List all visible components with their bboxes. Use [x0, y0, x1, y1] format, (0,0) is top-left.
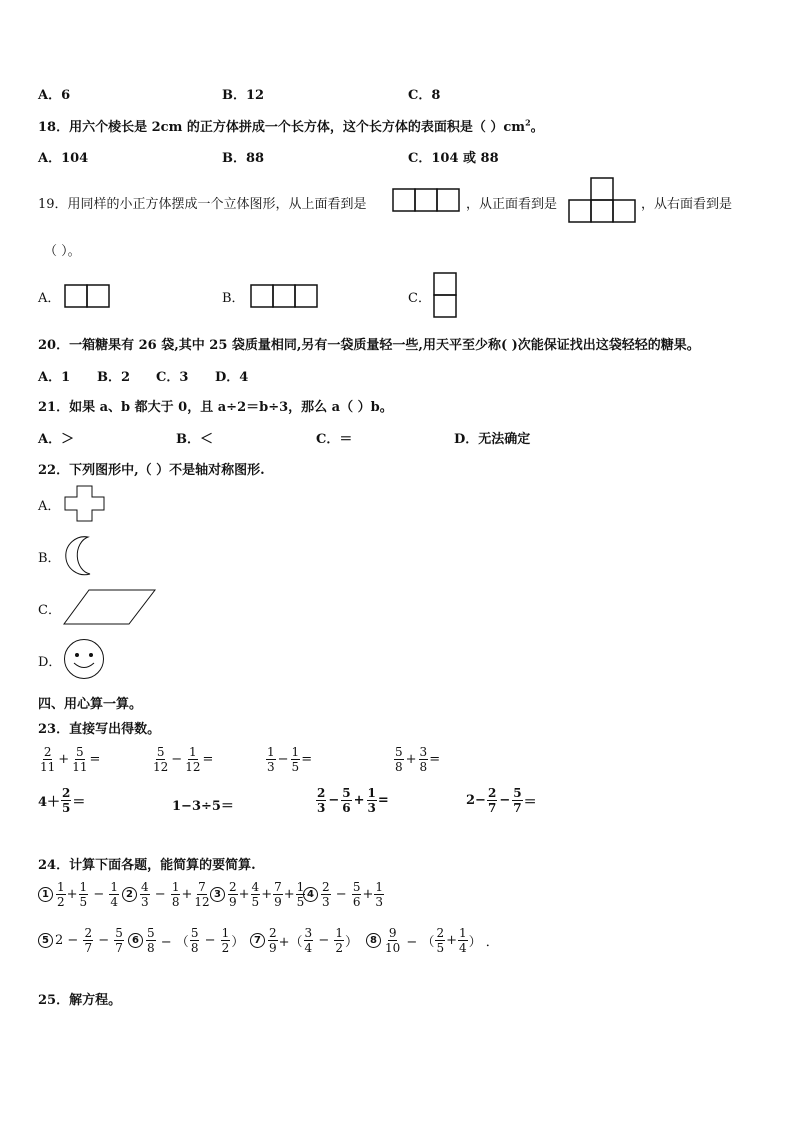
q18-option-c[interactable]: C．104 或 88 — [408, 151, 499, 166]
q22-option-c[interactable]: C． — [38, 603, 61, 618]
q21-question: 21．如果 a、b 都大于 0，且 a÷2＝b÷3，那么 a（ ）b。 — [38, 400, 393, 415]
circled-number-4: 4 — [303, 887, 318, 902]
crescent-moon-figure[interactable] — [62, 535, 96, 577]
q24-problem-6: 6 $\frac{5}{8}$ − （ $\frac{5}{8}$ − $\frac{1}{2}$ ） — [128, 926, 244, 955]
q24-problem-4: 4 $\frac{2}{3}$ − $\frac{5}{6}$ + $\frac{1}{3}$ — [303, 880, 385, 909]
q19-option-a-figure[interactable] — [64, 284, 112, 308]
q18-option-b[interactable]: B．88 — [222, 151, 265, 166]
cross-shape-figure[interactable] — [64, 485, 106, 523]
q24-problem-8: 8 $\frac{9}{10}$ − （ $\frac{2}{5}$ + $\frac{1}{4}$ ） ． — [366, 926, 499, 955]
q22-option-d[interactable]: D． — [38, 655, 62, 670]
q21-option-b[interactable]: B．＜ — [176, 432, 213, 447]
q23-expr-1: $\frac{2}{11}$ + $\frac{5}{11}$ = — [40, 745, 101, 774]
q23-expr-3: $\frac{1}{3}$ − $\frac{1}{5}$ = — [267, 745, 313, 774]
circled-number-1: 1 — [38, 887, 53, 902]
q24-problem-1: 1 $\frac{1}{2}$ + $\frac{1}{5}$ − $\frac{1}{4}$ — [38, 880, 120, 909]
circled-number-5: 5 — [38, 933, 53, 948]
q19-top-view-figure — [392, 188, 462, 212]
circled-number-7: 7 — [250, 933, 265, 948]
q22-option-b[interactable]: B． — [38, 551, 61, 566]
q21-option-d[interactable]: D．无法确定 — [454, 432, 531, 447]
q19-text-1: 19．用同样的小正方体摆成一个立体图形，从上面看到是 — [38, 197, 367, 212]
q24-problem-7: 7 $\frac{2}{9}$ +（ $\frac{3}{4}$ − $\frac{1}{2}$ ） — [250, 926, 358, 955]
q19-text-3: ，从右面看到是 — [641, 197, 733, 212]
smiley-face-figure[interactable] — [63, 638, 105, 680]
q19-front-view-figure — [568, 177, 638, 224]
q19-option-a[interactable]: A． — [38, 291, 61, 306]
q20-option-b[interactable]: B．2 — [97, 370, 131, 385]
q23-expr-7: $\frac{2}{3}$ − $\frac{5}{6}$ + $\frac{1}{3}$ = — [317, 786, 389, 815]
q19-option-b[interactable]: B． — [222, 291, 245, 306]
q24-problem-3: 3 $\frac{2}{9}$ + $\frac{4}{5}$ + $\frac{7}{9}$ + $\frac{1}{5}$ — [210, 880, 306, 909]
circled-number-8: 8 — [366, 933, 381, 948]
q23-expr-6: 1−3÷5＝ — [172, 799, 234, 814]
q23-title: 23．直接写出得数。 — [38, 722, 161, 737]
q20-option-d[interactable]: D．4 — [215, 370, 249, 385]
q20-option-c[interactable]: C．3 — [156, 370, 189, 385]
q23-expr-5: 4＋ $\frac{2}{5}$ ＝ — [38, 786, 86, 815]
q17-option-c[interactable]: C．8 — [408, 88, 441, 103]
parallelogram-figure[interactable] — [63, 588, 157, 626]
q18-option-a[interactable]: A．104 — [38, 151, 89, 166]
q19-text-2: ，从正面看到是 — [466, 197, 558, 212]
circled-number-2: 2 — [122, 887, 137, 902]
q21-option-a[interactable]: A．＞ — [38, 432, 75, 447]
q24-problem-5: 5 2 − $\frac{2}{7}$ − $\frac{5}{7}$ — [38, 926, 125, 955]
q18-question: 18．用六个棱长是 2cm 的正方体拼成一个长方体，这个长方体的表面积是（ ）$cm^2$。 — [38, 117, 544, 135]
section-four-heading: 四、用心算一算。 — [38, 697, 143, 712]
q17-option-a[interactable]: A．6 — [38, 88, 71, 103]
q22-option-a[interactable]: A． — [38, 499, 61, 514]
q17-option-b[interactable]: B．12 — [222, 88, 265, 103]
q19-blank: （ ）。 — [44, 244, 81, 259]
q19-option-b-figure[interactable] — [250, 284, 320, 308]
q19-option-c-figure[interactable] — [433, 272, 457, 318]
q20-question: 20．一箱糖果有 26 袋,其中 25 袋质量相同,另有一袋质量轻一些,用天平至少称( )次能保证找出这袋轻轻的糖果。 — [38, 338, 700, 353]
q22-question: 22．下列图形中,（ ）不是轴对称图形. — [38, 463, 265, 478]
q25-title: 25．解方程。 — [38, 993, 122, 1008]
q23-expr-2: $\frac{5}{12}$ − $\frac{1}{12}$ = — [153, 745, 214, 774]
q21-option-c[interactable]: C．＝ — [316, 432, 353, 447]
q19-option-c[interactable]: C． — [408, 291, 431, 306]
q20-option-a[interactable]: A．1 — [38, 370, 71, 385]
q24-problem-2: 2 $\frac{4}{3}$ − $\frac{1}{8}$ + $\frac{7}{12}$ — [122, 880, 212, 909]
q23-expr-4: $\frac{5}{8}$ + $\frac{3}{8}$ = — [395, 745, 441, 774]
circled-number-6: 6 — [128, 933, 143, 948]
circled-number-3: 3 — [210, 887, 225, 902]
q23-expr-8: 2− $\frac{2}{7}$ − $\frac{5}{7}$ ＝ — [466, 786, 537, 815]
q24-title: 24．计算下面各题，能简算的要简算. — [38, 858, 256, 873]
